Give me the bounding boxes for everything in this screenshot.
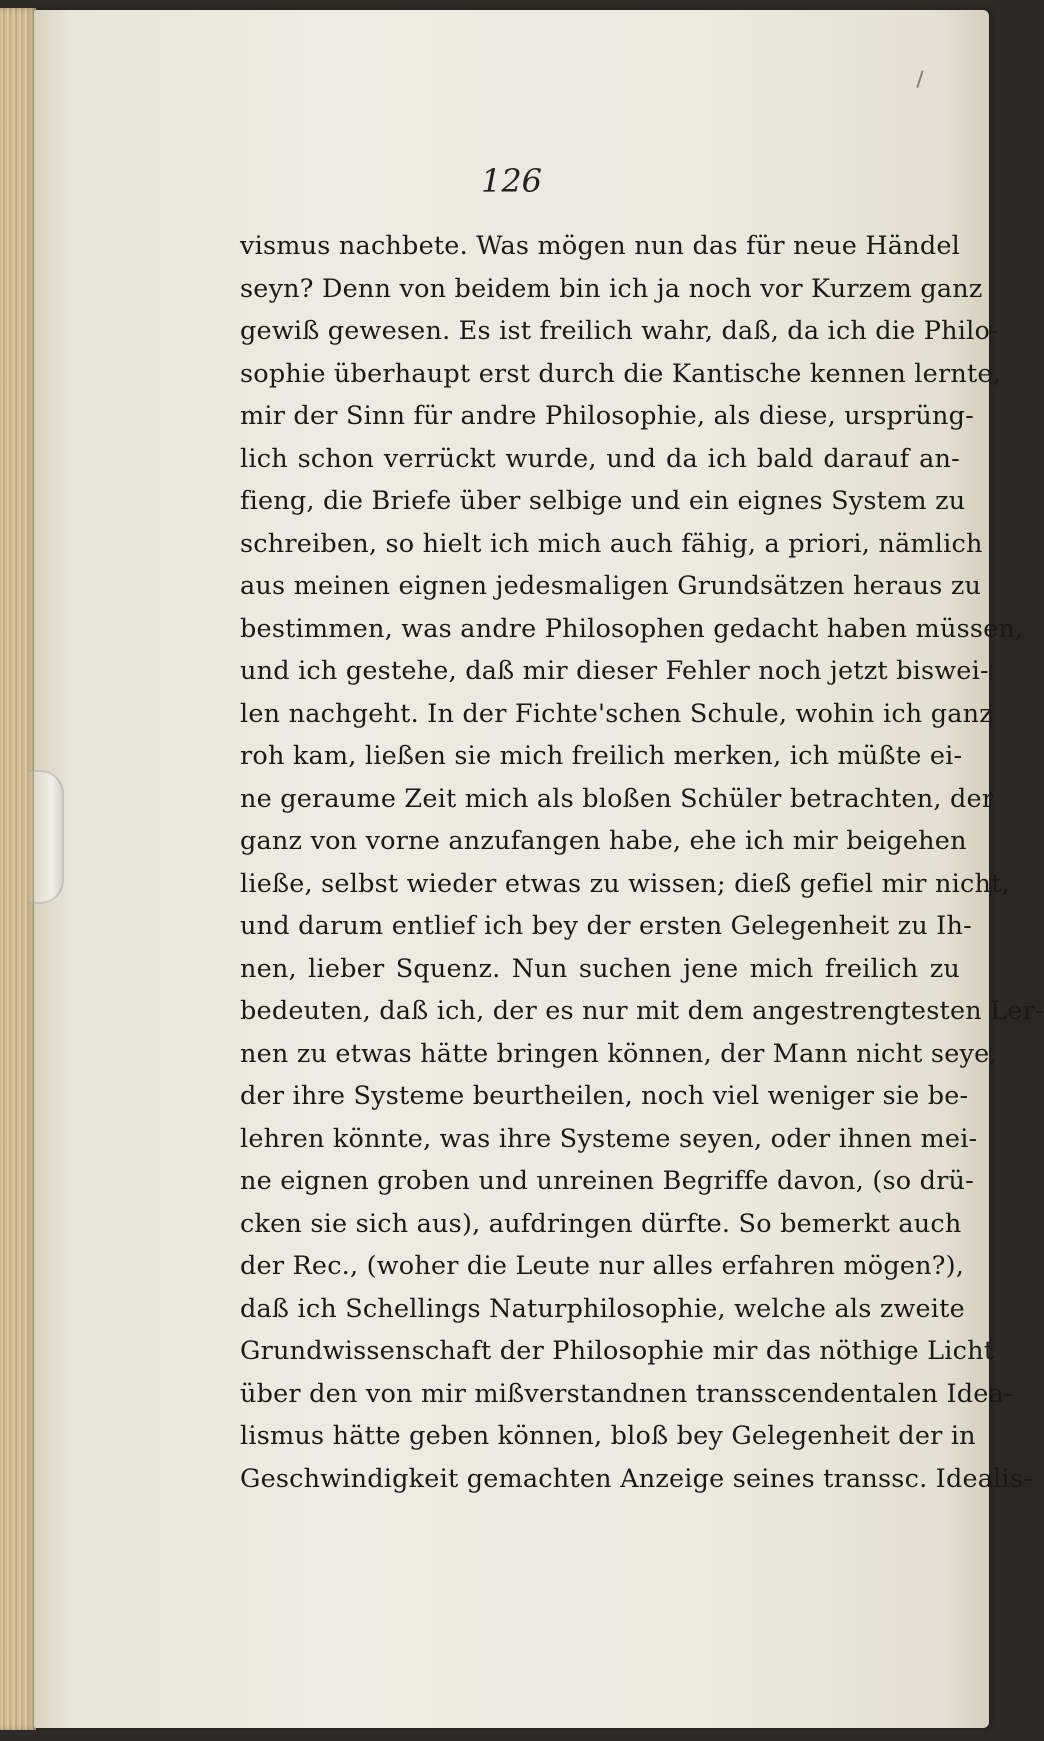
text-line: der Rec., (woher die Leute nur alles erfahren mögen?),: [240, 1251, 965, 1281]
text-line: und darum entlief ich bey der ersten Gelegenheit zu Ih-: [240, 911, 972, 941]
text-line: cken sie sich aus), aufdringen dürfte. So bemerkt auch: [240, 1208, 962, 1239]
book-page: [34, 10, 1044, 1728]
text-line: ganz von vorne anzufangen habe, ehe ich mir beigehen: [240, 826, 967, 856]
text-line: daß ich Schellings Naturphilosophie, welche als zweite: [240, 1293, 965, 1324]
text-line: roh kam, ließen sie mich freilich merken, ich müßte ei-: [240, 741, 963, 771]
text-line: und ich gestehe, daß mir dieser Fehler noch jetzt biswei-: [240, 656, 989, 686]
text-line: ne geraume Zeit mich als bloßen Schüler betrachten, der: [240, 783, 995, 814]
text-line: Geschwindigkeit gemachten Anzeige seines transsc. Idealis-: [240, 1463, 1032, 1494]
text-line: nen, lieber Squenz. Nun suchen jene mich freilich zu: [240, 953, 960, 984]
text-line: nen zu etwas hätte bringen können, der Mann nicht seye,: [240, 1038, 998, 1069]
text-line: der ihre Systeme beurtheilen, noch viel weniger sie be-: [240, 1081, 969, 1111]
text-line: lehren könnte, was ihre Systeme seyen, oder ihnen mei-: [240, 1123, 978, 1154]
text-line: ne eignen groben und unreinen Begriffe davon, (so drü-: [240, 1166, 974, 1196]
text-line: aus meinen eignen jedesmaligen Grundsätzen heraus zu: [240, 571, 982, 601]
text-line: seyn? Denn von beidem bin ich ja noch vor Kurzem ganz: [240, 273, 983, 304]
text-line: mir der Sinn für andre Philosophie, als diese, ursprüng-: [240, 401, 975, 431]
text-line: lich schon verrückt wurde, und da ich bald darauf an-: [240, 443, 960, 474]
pencil-mark: [916, 70, 923, 88]
text-line: Grundwissenschaft der Philosophie mir das nöthige Licht: [240, 1336, 995, 1366]
text-line: schreiben, so hielt ich mich auch fähig, a priori, nämlich: [240, 528, 983, 559]
text-line: len nachgeht. In der Fichte'schen Schule, wohin ich ganz: [240, 698, 993, 729]
text-line: vismus nachbete. Was mögen nun das für neue Händel: [240, 231, 960, 261]
text-line: gewiß gewesen. Es ist freilich wahr, daß, da ich die Philo-: [240, 316, 999, 346]
text-line: sophie überhaupt erst durch die Kantische kennen lernte,: [240, 358, 1002, 389]
text-line: fieng, die Briefe über selbige und ein eignes System zu: [240, 486, 966, 516]
text-line: lismus hätte geben können, bloß bey Gelegenheit der in: [240, 1421, 976, 1451]
text-line: bestimmen, was andre Philosophen gedacht haben müssen,: [240, 613, 1024, 644]
page-clip: [28, 770, 64, 904]
text-line: über den von mir mißverstandnen transscendentalen Idea-: [240, 1378, 1013, 1409]
text-line: bedeuten, daß ich, der es nur mit dem angestrengtesten Ler-: [240, 996, 1044, 1026]
page-number: 126: [480, 162, 543, 200]
body-text: [240, 225, 1044, 1500]
text-line: ließe, selbst wieder etwas zu wissen; dieß gefiel mir nicht,: [240, 868, 1010, 899]
